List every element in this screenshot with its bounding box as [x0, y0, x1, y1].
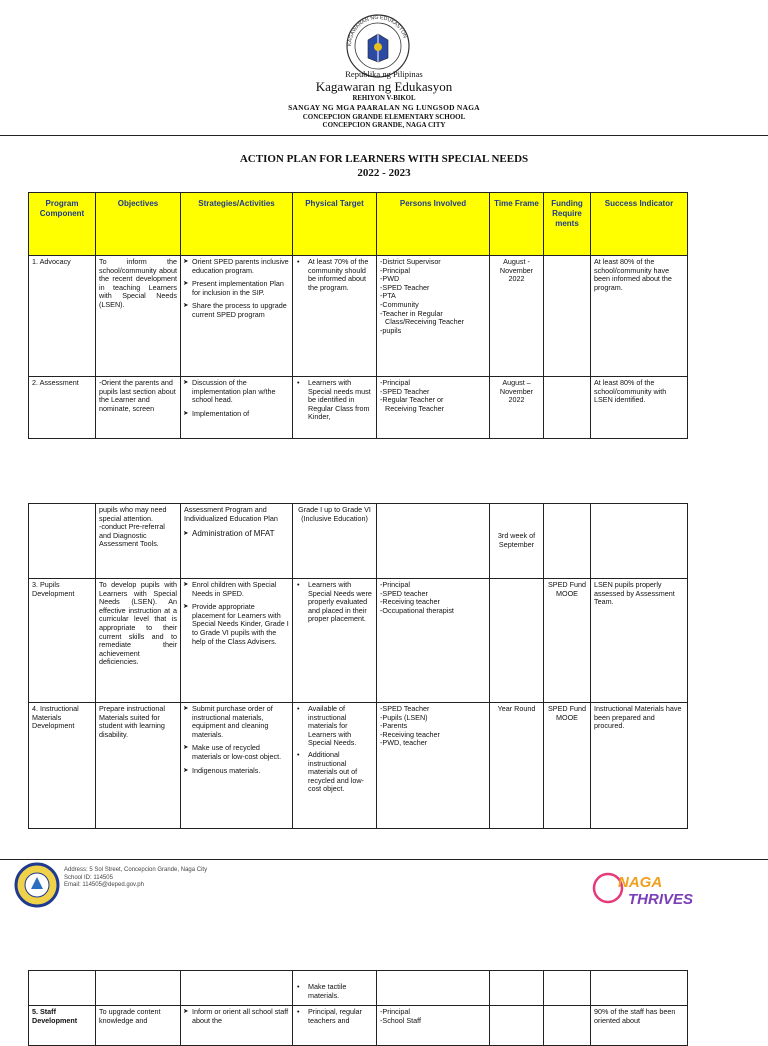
list-item: ➤ Implementation of [184, 410, 289, 419]
list-item: ➤ Inform or orient all school staff about the [184, 1008, 289, 1025]
objective-cell [96, 971, 181, 1006]
col-physical-target: Physical Target [293, 193, 377, 256]
success-cell: At least 80% of the school/community have been informed about the program. [591, 256, 688, 377]
action-plan-table-continued [28, 503, 688, 829]
strategies-cell [181, 1006, 293, 1046]
list-item: -Principal [380, 580, 410, 589]
list-item: • Available of instructional materials for Learners with Special Needs. [296, 705, 373, 748]
list-item: -Parents [380, 721, 408, 731]
strategies-cell [181, 504, 293, 579]
list-item: -Receiving teacher [380, 597, 440, 607]
list-item: • Learners with Special needs must be identified in Regular Class from Kinder, [296, 379, 373, 422]
republic-line: Republika ng Pilipinas [345, 69, 423, 79]
col-strategies: Strategies/Activities [181, 193, 293, 256]
table-row [29, 1006, 688, 1046]
objective-cell: To develop pupils with Learners with Special Needs (LSEN). An effective instruction at a curricular level that is appropriate to their current skills and to remediate their achievement deficiencies. [96, 579, 181, 703]
list-item: ➤ Orient SPED parents inclusive education program. [184, 258, 289, 275]
target-cell [293, 971, 377, 1006]
funding-cell: SPED Fund MOOE [544, 579, 591, 703]
funding-cell [544, 971, 591, 1006]
funding-cell [544, 1006, 591, 1046]
list-item: ➤ Make use of recycled materials or low-cost object. [184, 744, 289, 761]
table-row [29, 256, 688, 377]
success-cell: At least 80% of the school/community with LSEN identified. [591, 377, 688, 439]
table-row [29, 377, 688, 439]
target-cell [293, 377, 377, 439]
footer-divider [0, 859, 768, 860]
persons-cell [377, 971, 490, 1006]
strategies-cell [181, 377, 293, 439]
table-row [29, 971, 688, 1006]
list-item: ➤ Present implementation Plan for inclusion in the SIP. [184, 280, 289, 297]
target-cell: Grade I up to Grade VI (Inclusive Education) [293, 504, 377, 579]
list-item: -PTA [380, 291, 396, 301]
success-cell: 90% of the staff has been oriented about [591, 1006, 688, 1046]
success-cell: Instructional Materials have been prepared and procured. [591, 703, 688, 829]
persons-cell [377, 703, 490, 829]
list-item: • At least 70% of the community should be informed about the program. [296, 258, 373, 292]
list-item: -SPED teacher [380, 588, 428, 598]
list-item: -SPED Teacher [380, 704, 430, 713]
funding-cell [544, 256, 591, 377]
component-cell: 1. Advocacy [29, 256, 96, 377]
list-item: -SPED Teacher [380, 282, 430, 292]
list-item: ➤ Provide appropriate placement for Learners with Special Needs Kinder, Grade I to Grade VI pupils with the help of the Class Advisers. [184, 603, 289, 646]
col-funding: Funding Require ments [544, 193, 591, 256]
list-item: Receiving Teacher [385, 403, 444, 413]
list-item: ➤ Indigenous materials. [184, 767, 289, 776]
objective-cell: Prepare instructional Materials suited for student with learning disability. [96, 703, 181, 829]
persons-cell [377, 256, 490, 377]
component-cell: 3. Pupils Development [29, 579, 96, 703]
component-cell: 2. Assessment [29, 377, 96, 439]
time-cell [490, 579, 544, 703]
time-cell: August - November 2022 [490, 256, 544, 377]
list-item: -Teacher in Regular [380, 308, 443, 318]
action-plan-table [28, 192, 688, 439]
school-id-line: School ID: 114505 [64, 874, 113, 881]
list-item: -SPED Teacher [380, 386, 430, 396]
persons-cell [377, 1006, 490, 1046]
strategies-cell [181, 971, 293, 1006]
list-item: ➤ Submit purchase order of instructional materials, equipment and cleaning materials. [184, 705, 289, 739]
objective-cell [96, 504, 181, 579]
strategies-cell [181, 703, 293, 829]
email-line: Email: 114505@deped.gov.ph [64, 882, 144, 888]
list-item: pupils who may need special attention. [99, 505, 167, 523]
list-item: -Principal [380, 1007, 410, 1017]
list-item: Class/Receiving Teacher [385, 317, 464, 327]
strategies-cell [181, 256, 293, 377]
table-row [29, 504, 688, 579]
list-item: -Pupils (LSEN) [380, 712, 428, 722]
document-title: ACTION PLAN FOR LEARNERS WITH SPECIAL NEEDS [239, 153, 529, 165]
school-logo [14, 862, 60, 908]
success-cell [591, 504, 688, 579]
table-row [29, 579, 688, 703]
funding-cell: SPED Fund MOOE [544, 703, 591, 829]
list-item: -PWD, teacher [380, 738, 428, 748]
target-cell [293, 703, 377, 829]
list-item: -PWD [380, 274, 400, 284]
time-cell [490, 971, 544, 1006]
list-item: Assessment Program and Individualized Education Plan [184, 505, 278, 523]
address-line: Address: 5 Sol Street, Concepcion Grande, Naga City [64, 867, 208, 873]
list-item: -Principal [380, 265, 410, 275]
component-cell: 5. Staff Development [29, 1006, 96, 1046]
header-divider [0, 135, 768, 136]
persons-cell [377, 579, 490, 703]
time-cell: August – November 2022 [490, 377, 544, 439]
svg-text:THRIVES: THRIVES [628, 891, 694, 908]
success-cell [591, 971, 688, 1006]
list-item: -pupils [380, 325, 402, 335]
list-item: • Principal, regular teachers and [296, 1008, 373, 1025]
list-item: -School Staff [380, 1015, 422, 1025]
target-cell [293, 579, 377, 703]
list-item: ➤ Discussion of the implementation plan w/the school head. [184, 379, 289, 405]
list-item: ➤ Share the process to upgrade current SPED program [184, 302, 289, 319]
col-persons-involved: Persons Involved [377, 193, 490, 256]
target-cell [293, 1006, 377, 1046]
list-item: ➤ Enrol children with Special Needs in SPED. [184, 581, 289, 598]
location-line: CONCEPCION GRANDE, NAGA CITY [322, 121, 446, 129]
col-time-frame: Time Frame [490, 193, 544, 256]
time-cell [490, 1006, 544, 1046]
table-row [29, 703, 688, 829]
list-item: • Make tactile materials. [296, 983, 373, 1000]
list-item: • Additional instructional materials out of recycled and low-cost object. [296, 751, 373, 794]
school-line: CONCEPCION GRANDE ELEMENTARY SCHOOL [302, 113, 466, 121]
component-cell: 4. Instructional Materials Development [29, 703, 96, 829]
list-item: -conduct Pre-referral and Diagnostic Assessment Tools. [99, 522, 165, 549]
list-item: -Regular Teacher or [380, 395, 444, 405]
svg-text:KAGAWARAN NG EDUKASYON: KAGAWARAN NG EDUKASYON [346, 14, 408, 47]
objective-cell: To inform the school/community about the recent development in teaching Learners with Special Needs (LSEN). [96, 256, 181, 377]
naga-thrives-logo [590, 868, 720, 908]
list-item: -Community [380, 299, 419, 309]
division-line: SANGAY NG MGA PAARALAN NG LUNGSOD NAGA [288, 103, 480, 112]
col-program-component: Program Component [29, 193, 96, 256]
school-year: 2022 - 2023 [357, 167, 411, 179]
time-cell: Year Round [490, 703, 544, 829]
persons-cell [377, 504, 490, 579]
list-item: -Occupational therapist [380, 605, 454, 615]
list-item: • Learners with Special Needs were properly evaluated and placed in their proper placement. [296, 581, 373, 624]
table-header-row [29, 193, 688, 256]
svg-text:NAGA: NAGA [618, 874, 663, 891]
time-cell: 3rd week of September [490, 504, 544, 579]
objective-cell: To upgrade content knowledge and [96, 1006, 181, 1046]
objective-cell: -Orient the parents and pupils last section about the Learner and nominate, screen [96, 377, 181, 439]
list-item: -Principal [380, 378, 410, 387]
list-item: -Receiving teacher [380, 729, 440, 739]
col-objectives: Objectives [96, 193, 181, 256]
department-name: Kagawaran ng Edukasyon [315, 79, 453, 94]
col-success-indicator: Success Indicator [591, 193, 688, 256]
funding-cell [544, 377, 591, 439]
action-plan-table-page3 [28, 970, 688, 1046]
persons-cell [377, 377, 490, 439]
funding-cell [544, 504, 591, 579]
list-item: ➤ Administration of MFAT [184, 529, 289, 539]
list-item: -District Supervisor [380, 257, 441, 266]
component-cell [29, 504, 96, 579]
target-cell [293, 256, 377, 377]
strategies-cell [181, 579, 293, 703]
component-cell [29, 971, 96, 1006]
region-line: REHIYON V-BIKOL [352, 95, 416, 102]
success-cell: LSEN pupils properly assessed by Assessment Team. [591, 579, 688, 703]
school-address-block [64, 867, 207, 890]
